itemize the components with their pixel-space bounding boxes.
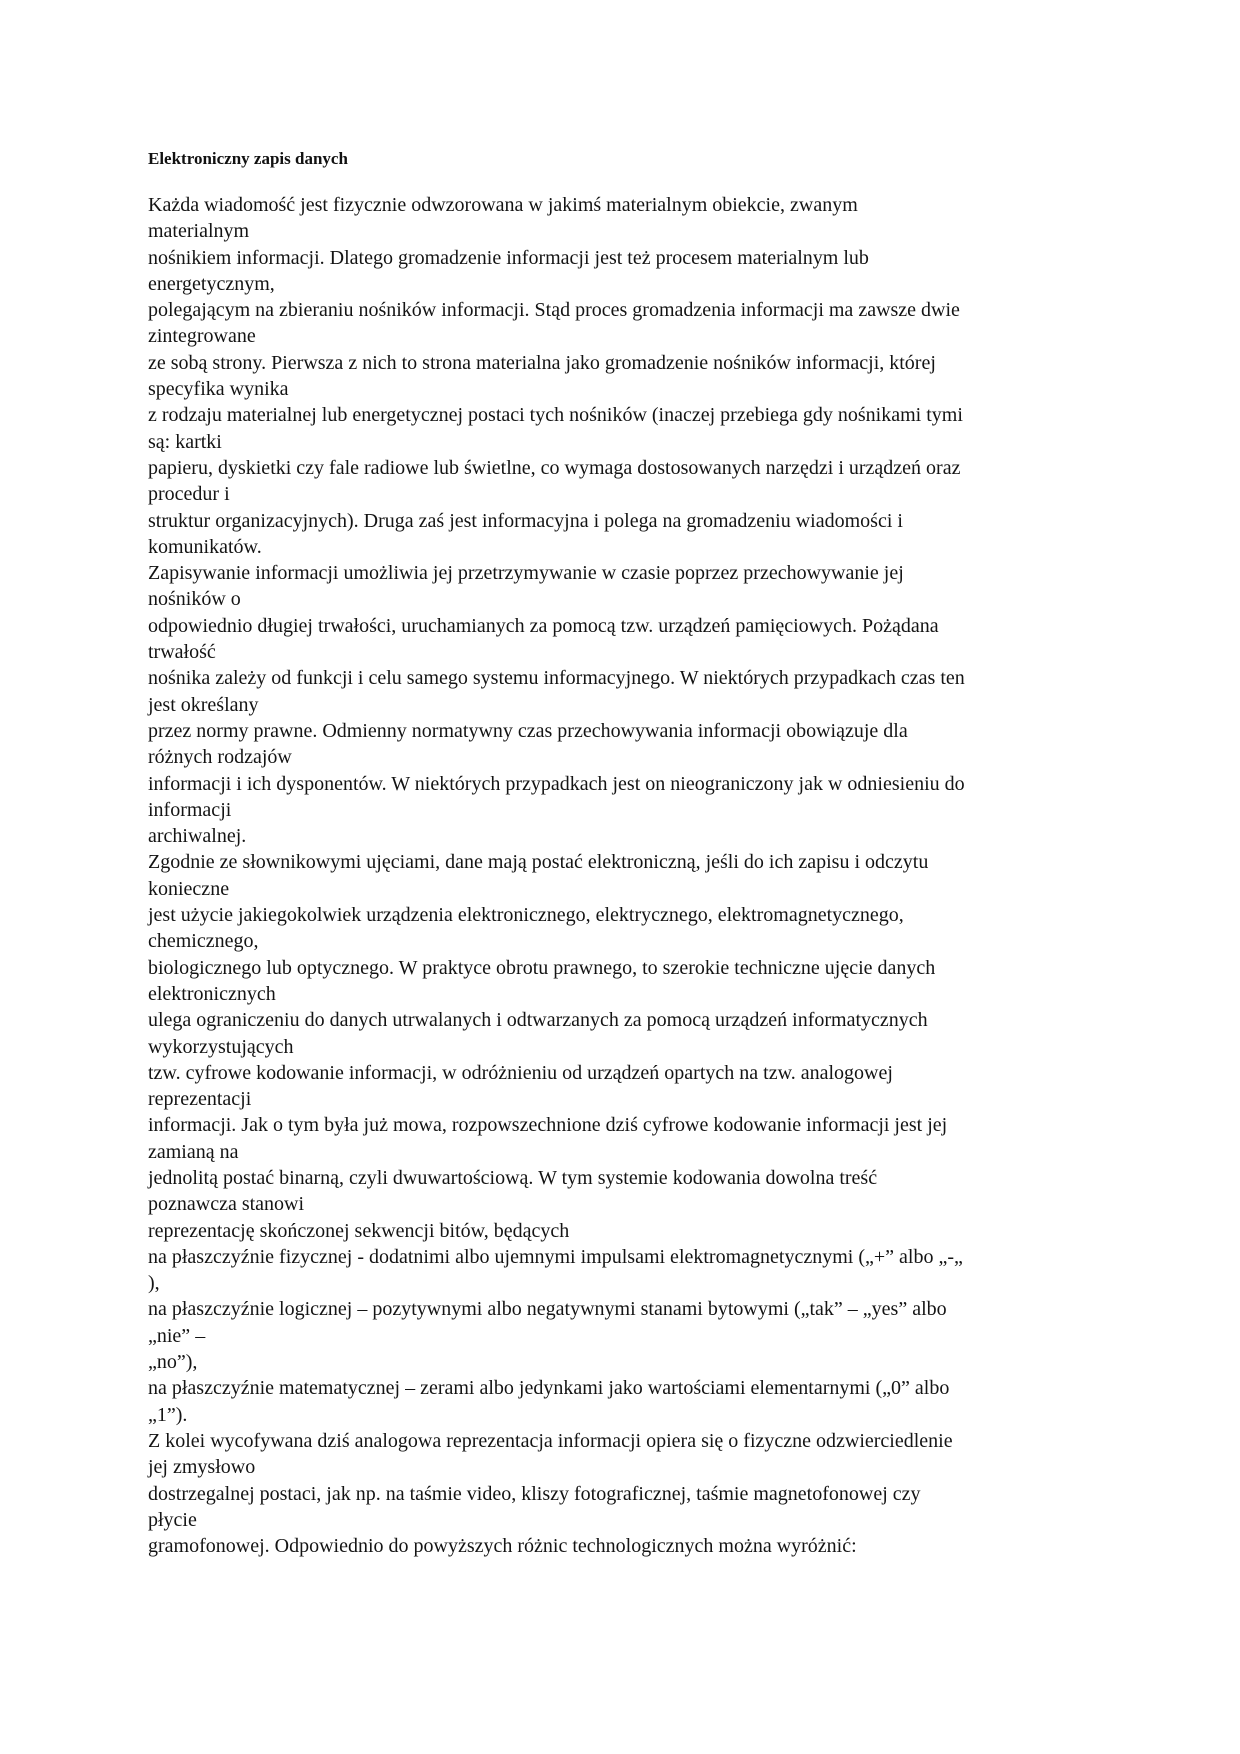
text-line: są: kartki [148, 430, 222, 453]
text-line: nośnikiem informacji. Dlatego gromadzenie informacji jest też procesem materialnym lub [148, 246, 869, 269]
text-line: zamianą na [148, 1140, 239, 1163]
text-line: przez normy prawne. Odmienny normatywny czas przechowywania informacji obowiązuje dla [148, 719, 908, 742]
document-title: Elektroniczny zapis danych [148, 149, 348, 168]
text-line: ), [148, 1272, 160, 1295]
text-line: informacji [148, 798, 232, 821]
text-line: „nie” – [148, 1324, 206, 1347]
text-line: „1”). [148, 1403, 188, 1426]
text-line: struktur organizacyjnych). Druga zaś jest informacyjna i polega na gromadzeniu wiadomości i [148, 509, 903, 532]
text-line: komunikatów. [148, 535, 262, 558]
text-line: reprezentacji [148, 1088, 252, 1111]
text-line: poznawcza stanowi [148, 1193, 305, 1216]
text-line: Zgodnie ze słownikowymi ujęciami, dane mają postać elektroniczną, jeśli do ich zapisu i odczytu [148, 851, 929, 874]
text-line: na płaszczyźnie fizycznej - dodatnimi albo ujemnymi impulsami elektromagnetycznymi („+” albo „-„ [148, 1245, 963, 1268]
text-line: nośników o [148, 588, 241, 611]
text-line: płycie [148, 1508, 197, 1531]
text-line: Każda wiadomość jest fizycznie odwzorowana w jakimś materialnym obiekcie, zwanym [148, 194, 858, 216]
text-line: jest określany [148, 693, 259, 716]
text-line: jednolitą postać binarną, czyli dwuwartościową. W tym systemie kodowania dowolna treść [148, 1166, 878, 1189]
text-line: tzw. cyfrowe kodowanie informacji, w odróżnieniu od urządzeń opartych na tzw. analogowej [148, 1061, 893, 1084]
text-line: trwałość [148, 641, 216, 664]
text-line: Z kolei wycofywana dziś analogowa reprezentacja informacji opiera się o fizyczne odzwierciedlenie [148, 1429, 953, 1452]
document-body [148, 192, 1088, 1559]
text-line: ulega ograniczeniu do danych utrwalanych i odtwarzanych za pomocą urządzeń informatycznych [148, 1009, 928, 1032]
text-line: odpowiednio długiej trwałości, uruchamianych za pomocą tzw. urządzeń pamięciowych. Pożądana [148, 614, 939, 637]
text-line: różnych rodzajów [148, 746, 292, 769]
text-line: energetycznym, [148, 272, 275, 295]
text-line: reprezentację skończonej sekwencji bitów, będących [148, 1219, 570, 1242]
text-line: ze sobą strony. Pierwsza z nich to strona materialna jako gromadzenie nośników informacji, której [148, 351, 936, 374]
text-line: elektronicznych [148, 982, 276, 1005]
text-line: jest użycie jakiegokolwiek urządzenia elektronicznego, elektrycznego, elektromagnetycznego, [148, 904, 904, 927]
text-line: nośnika zależy od funkcji i celu samego systemu informacyjnego. W niektórych przypadkach czas ten [148, 667, 965, 690]
text-line: Zapisywanie informacji umożliwia jej przetrzymywanie w czasie poprzez przechowywanie jej [148, 562, 904, 585]
text-line: biologicznego lub optycznego. W praktyce obrotu prawnego, to szerokie techniczne ujęcie danych [148, 956, 936, 979]
text-line: na płaszczyźnie matematycznej – zerami albo jedynkami jako wartościami elementarnymi („0” albo [148, 1377, 950, 1400]
text-line: wykorzystujących [148, 1035, 294, 1058]
text-line: informacji i ich dysponentów. W niektórych przypadkach jest on nieograniczony jak w odniesieniu do [148, 772, 965, 795]
text-line: chemicznego, [148, 930, 259, 953]
text-line: papieru, dyskietki czy fale radiowe lub świetlne, co wymaga dostosowanych narzędzi i urządzeń oraz [148, 456, 961, 479]
text-line: konieczne [148, 877, 230, 900]
text-line: gramofonowej. Odpowiednio do powyższych różnic technologicznych można wyróżnić: [148, 1535, 857, 1558]
text-line: archiwalnej. [148, 825, 247, 848]
text-line: materialnym [148, 220, 250, 243]
text-line: zintegrowane [148, 325, 256, 348]
text-line: specyfika wynika [148, 378, 289, 401]
text-line: na płaszczyźnie logicznej – pozytywnymi albo negatywnymi stanami bytowymi („tak” – „yes” albo [148, 1298, 947, 1321]
text-line: jej zmysłowo [148, 1456, 256, 1479]
text-line: z rodzaju materialnej lub energetycznej postaci tych nośników (inaczej przebiega gdy nośnikami tymi [148, 404, 963, 427]
text-line: „no”), [148, 1351, 198, 1374]
text-line: procedur i [148, 483, 230, 506]
text-line: polegającym na zbieraniu nośników informacji. Stąd proces gromadzenia informacji ma zawsze dwie [148, 299, 960, 322]
text-line: informacji. Jak o tym była już mowa, rozpowszechnione dziś cyfrowe kodowanie informacji jest jej [148, 1114, 948, 1137]
text-line: dostrzegalnej postaci, jak np. na taśmie video, kliszy fotograficznej, taśmie magnetofonowej czy [148, 1482, 921, 1505]
